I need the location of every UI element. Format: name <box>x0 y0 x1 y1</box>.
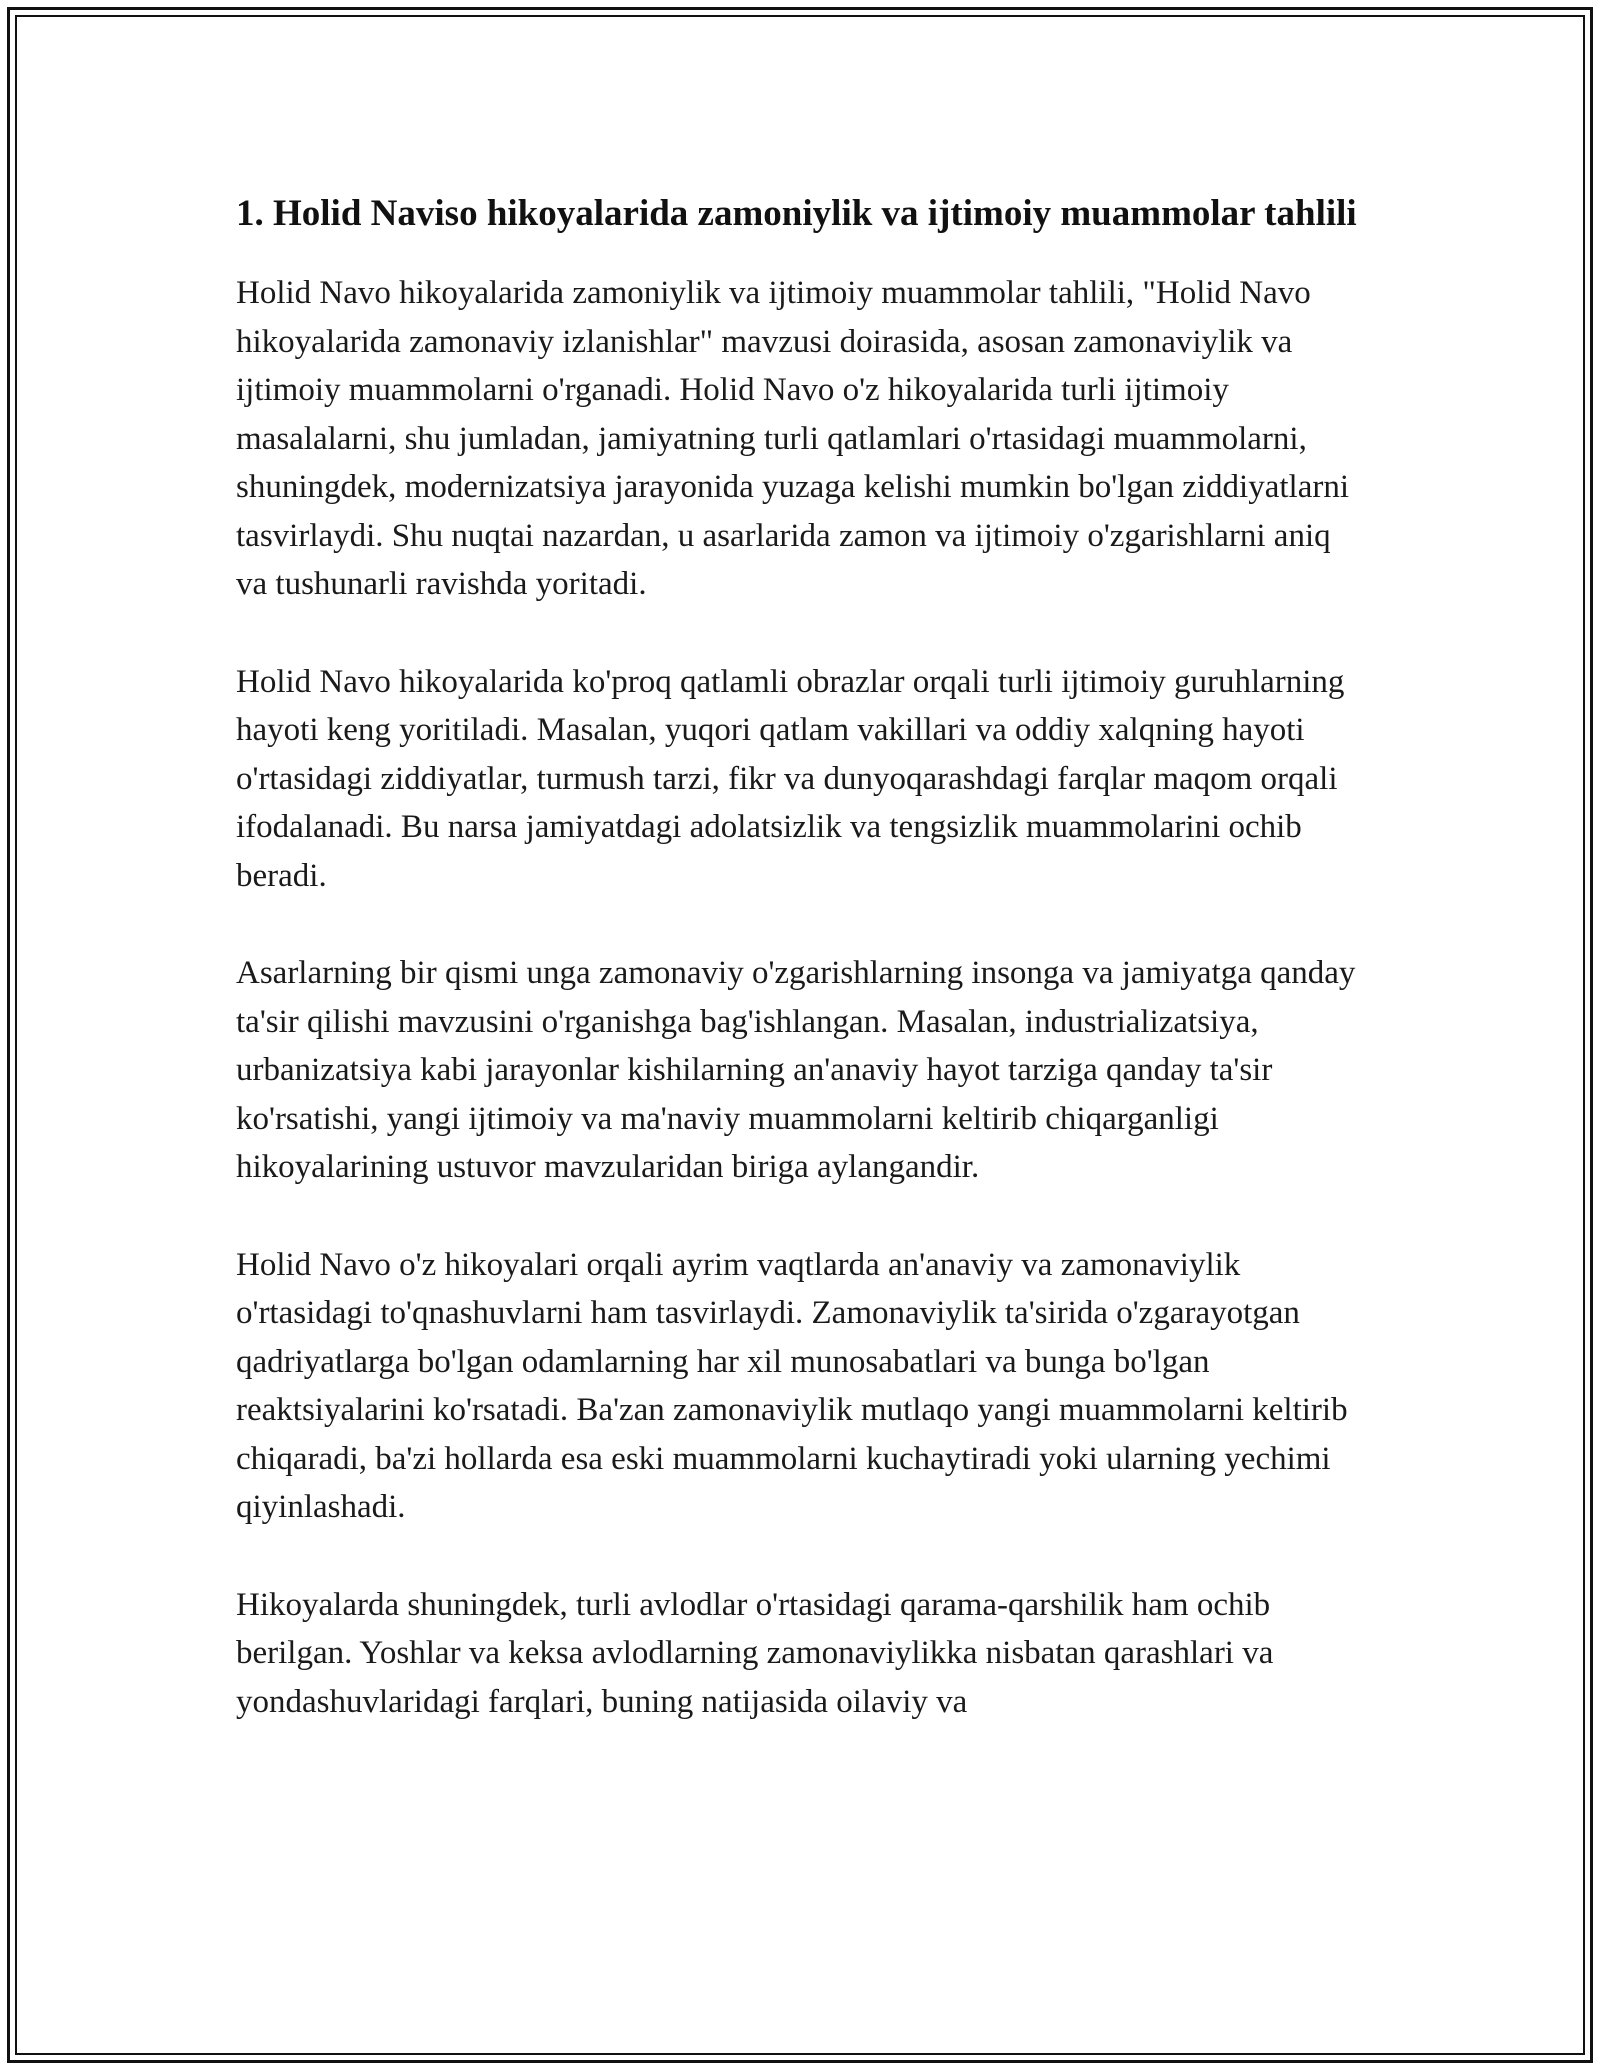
paragraph-1: Holid Navo hikoyalarida zamoniylik va ijtimoiy muammolar tahlili, "Holid Navo hikoyalarida zamonaviy izlanishlar" mavzusi doirasida, asosan zamonaviylik va ijtimoiy muammolarni o'rganadi. Holid Navo o'z hikoyalarida turli ijtimoiy masalalarni, shu jumladan, jamiyatning turli qatlamlari o'rtasidagi muammolarni, shuningdek, modernizatsiya jarayonida yuzaga kelishi mumkin bo'lgan ziddiyatlarni tasvirlaydi. Shu nuqtai nazardan, u asarlarida zamon va ijtimoiy o'zgarishlarni aniq va tushunarli ravishda yoritadi. <box>236 275 1349 602</box>
paragraph-5: Hikoyalarda shuningdek, turli avlodlar o'rtasidagi qarama-qarshilik ham ochib berilgan. Yoshlar va keksa avlodlarning zamonaviylikka nisbatan qarashlari va yondashuvlaridagi farqlari, buning natijasida oilaviy va <box>236 1586 1274 1720</box>
paragraph-4: Holid Navo o'z hikoyalari orqali ayrim vaqtlarda an'anaviy va zamonaviylik o'rtasidagi to'qnashuvlarni ham tasvirlaydi. Zamonaviylik ta'sirida o'zgarayotgan qadriyatlarga bo'lgan odamlarning har xil munosabatlari va bunga bo'lgan reaktsiyalarini ko'rsatadi. Ba'zan zamonaviylik mutlaqo yangi muammolarni keltirib chiqaradi, ba'zi hollarda esa eski muammolarni kuchaytiradi yoki ularning yechimi qiyinlashadi. <box>236 1246 1348 1525</box>
paragraph-2: Holid Navo hikoyalarida ko'proq qatlamli obrazlar orqali turli ijtimoiy guruhlarning hayoti keng yoritiladi. Masalan, yuqori qatlam vakillari va oddiy xalqning hayoti o'rtasidagi ziddiyatlar, turmush tarzi, fikr va dunyoqarashdagi farqlar maqom orqali ifodalanadi. Bu narsa jamiyatdagi adolatsizlik va tengsizlik muammolarini ochib beradi. <box>236 663 1345 894</box>
section-title: 1. Holid Naviso hikoyalarida zamoniylik va ijtimoiy muammolar tahlili <box>236 193 1357 234</box>
paragraph-3: Asarlarning bir qismi unga zamonaviy o'zgarishlarning insonga va jamiyatga qanday ta'sir qilishi mavzusini o'rganishga bag'ishlangan. Masalan, industrializatsiya, urbanizatsiya kabi jarayonlar kishilarning an'anaviy hayot tarziga qanday ta'sir ko'rsatishi, yangi ijtimoiy va ma'naviy muammolarni keltirib chiqarganligi hikoyalarining ustuvor mavzularidan biriga aylangandir. <box>236 955 1356 1185</box>
document-body <box>236 186 1366 1775</box>
